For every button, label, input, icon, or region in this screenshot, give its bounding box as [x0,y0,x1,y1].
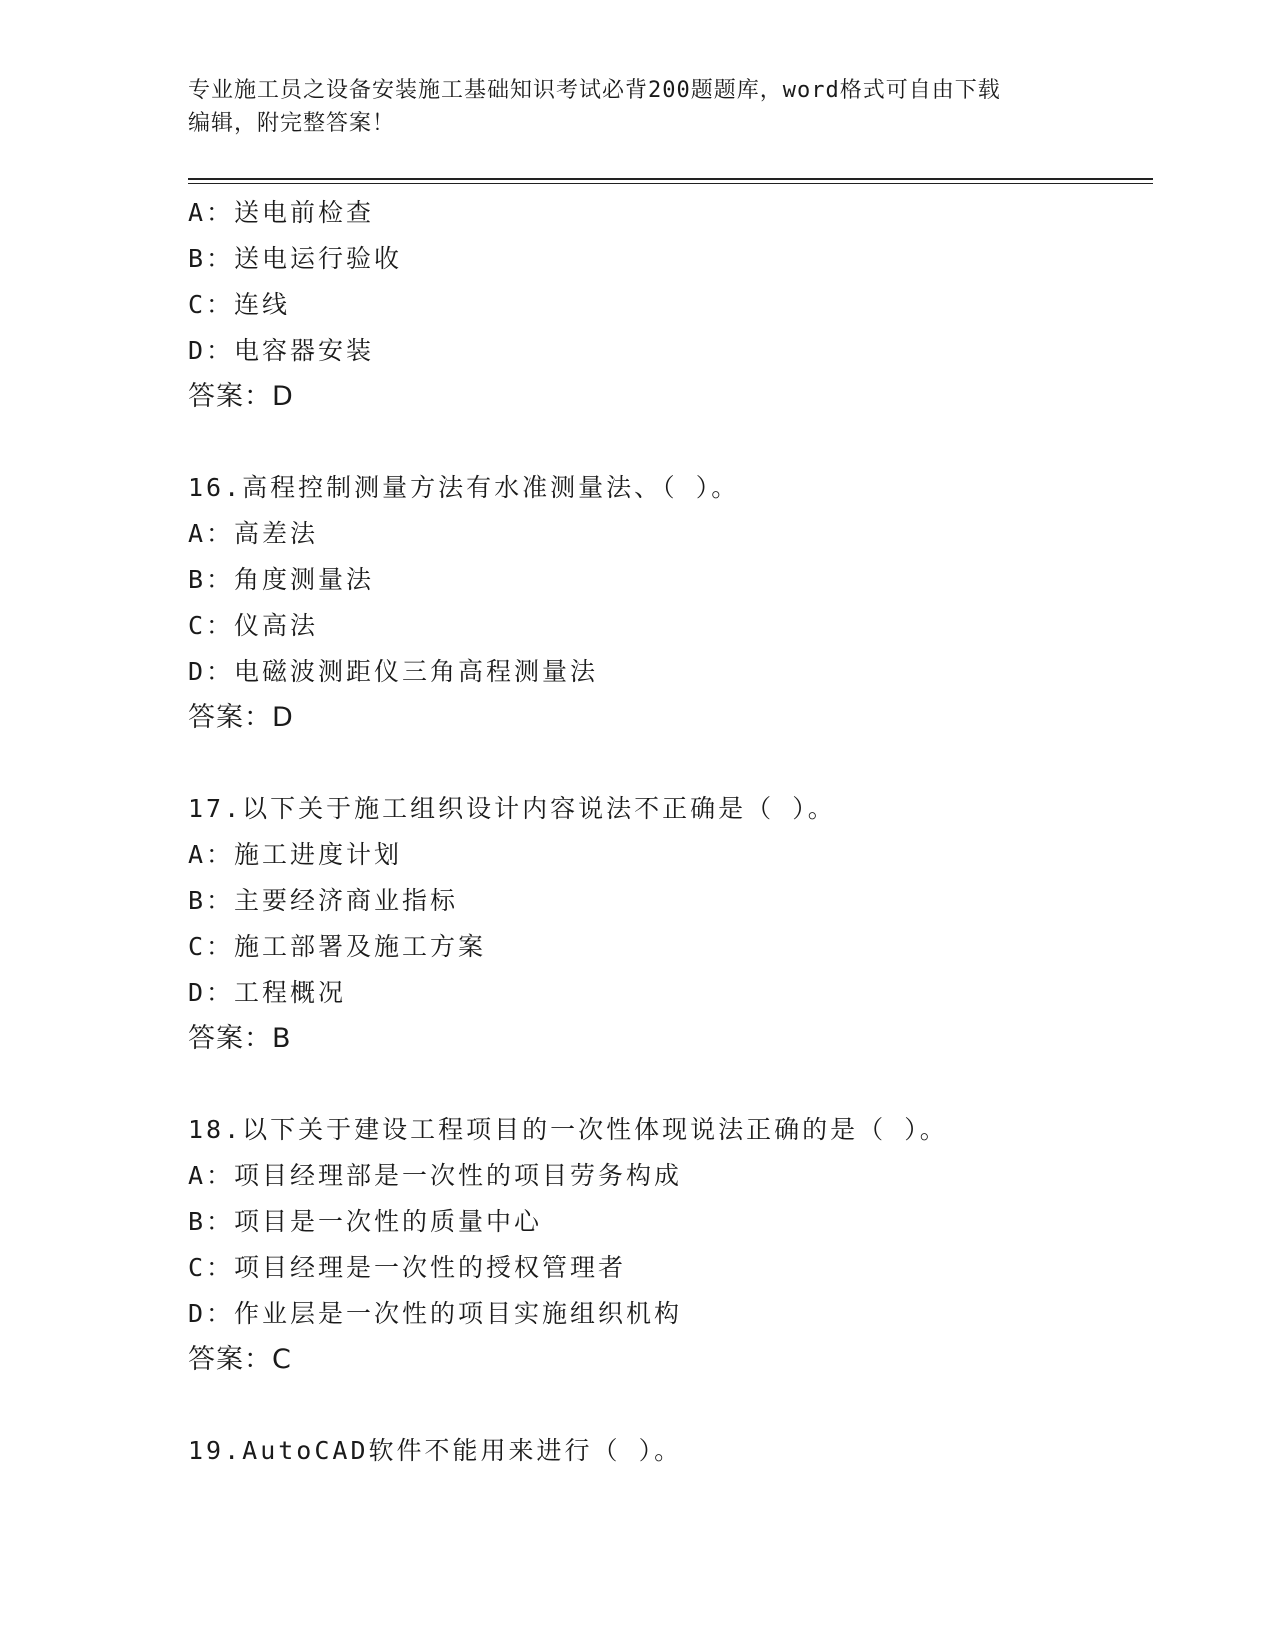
header-title-line2: 编辑，附完整答案！ [188,111,396,136]
question-text: 16.高程控制测量方法有水准测量法、（ ）。 [188,473,740,502]
option-d: D：作业层是一次性的项目实施组织机构 [188,1299,683,1328]
answer-label: 答案：D [188,381,294,412]
option-d: D：工程概况 [188,978,347,1007]
question-19 [188,1428,1148,1474]
header-rule-thick [188,178,1153,180]
answer-label: 答案：B [188,1023,292,1054]
option-b: B：送电运行验收 [188,244,403,273]
option-c: C：仪高法 [188,611,319,640]
option-c: C：连线 [188,290,291,319]
option-a: A：高差法 [188,519,319,548]
option-a: A：送电前检查 [188,198,375,227]
option-d: D：电容器安装 [188,336,375,365]
question-text: 17.以下关于施工组织设计内容说法不正确是（ ）。 [188,794,836,823]
header-rule-thin [188,183,1153,184]
option-d: D：电磁波测距仪三角高程测量法 [188,657,599,686]
option-b: B：主要经济商业指标 [188,886,459,915]
question-text: 19.AutoCAD软件不能用来进行（ ）。 [188,1436,683,1465]
question-18 [188,1107,1148,1383]
option-b: B：角度测量法 [188,565,375,594]
question-17 [188,786,1148,1062]
answer-label: 答案：C [188,1344,292,1375]
option-c: C：施工部署及施工方案 [188,932,487,961]
option-a: A：施工进度计划 [188,840,403,869]
question-text: 18.以下关于建设工程项目的一次性体现说法正确的是（ ）。 [188,1115,948,1144]
question-15 [188,190,1148,420]
option-a: A：项目经理部是一次性的项目劳务构成 [188,1161,683,1190]
header-title-line1: 专业施工员之设备安装施工基础知识考试必背200题题库，word格式可自由下载 [188,78,1001,103]
document-header [188,74,1068,140]
option-b: B：项目是一次性的质量中心 [188,1207,543,1236]
answer-label: 答案：D [188,702,294,733]
option-c: C：项目经理是一次性的授权管理者 [188,1253,627,1282]
question-16 [188,465,1148,741]
question-list [188,190,1148,1474]
